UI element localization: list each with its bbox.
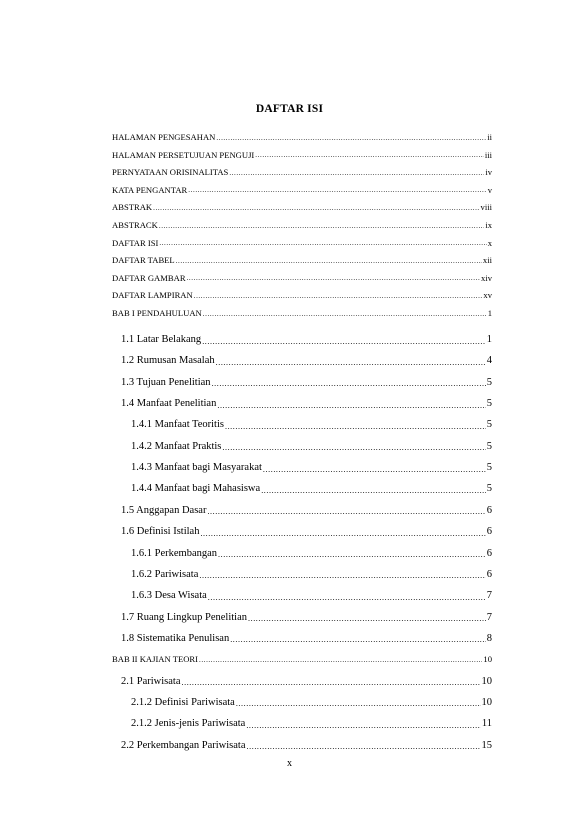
toc-entry-label: 1.5 Anggapan Dasar xyxy=(121,504,207,516)
toc-entry xyxy=(112,221,492,230)
toc-entry-page: 10 xyxy=(481,675,492,687)
toc-entry-label: 1.1 Latar Belakang xyxy=(121,334,202,345)
toc-dot-leader xyxy=(208,594,486,602)
toc-entry xyxy=(131,549,492,560)
toc-entry-page: v xyxy=(487,184,492,195)
toc-entry-label: 2.1 Pariwisata xyxy=(121,675,181,687)
toc-entry xyxy=(121,335,492,346)
toc-dot-leader xyxy=(246,722,481,730)
toc-entry-label: 1.6.1 Perkembangan xyxy=(131,547,218,559)
toc-dot-leader xyxy=(225,423,486,431)
toc-dot-leader xyxy=(182,679,481,687)
toc-entry-label: 2.1.2 Definisi Pariwisata xyxy=(131,696,235,708)
toc-entry-page: 5 xyxy=(486,462,492,474)
toc-dot-leader xyxy=(263,466,486,474)
toc-entry xyxy=(131,442,492,453)
toc-entry xyxy=(131,591,492,602)
toc-entry xyxy=(131,719,492,730)
toc-entry-page: 5 xyxy=(486,419,492,431)
toc-entry xyxy=(131,463,492,474)
toc-entry-label: BAB I PENDAHULUAN xyxy=(112,308,202,318)
toc-entry-page: 1 xyxy=(487,308,492,318)
toc-entry-label: 1.4.4 Manfaat bagi Mahasiswa xyxy=(131,483,261,495)
toc-entry xyxy=(112,151,492,160)
toc-entry-page: ix xyxy=(485,220,492,230)
toc-entry-page: ii xyxy=(487,132,492,142)
toc-dot-leader xyxy=(200,530,485,538)
toc-entry-page: iii xyxy=(484,149,492,160)
toc-entry-label: 1.2 Rumusan Masalah xyxy=(121,355,215,367)
toc-dot-leader xyxy=(218,551,486,559)
toc-entry-label: ABSTRAK xyxy=(112,202,153,213)
toc-entry-page: 15 xyxy=(481,739,492,751)
toc-dot-leader xyxy=(212,380,486,388)
toc-dot-leader xyxy=(261,487,486,495)
toc-entry xyxy=(121,399,492,410)
toc-dot-leader xyxy=(202,338,486,346)
toc-entry-page: x xyxy=(487,237,492,248)
toc-entry-label: ABSTRACK xyxy=(112,220,158,230)
toc-entry xyxy=(112,168,492,177)
toc-entry xyxy=(121,378,492,389)
toc-entry xyxy=(112,133,492,142)
toc-entry-page: iv xyxy=(485,167,492,178)
toc-entry-label: BAB II KAJIAN TEORI xyxy=(112,654,199,665)
toc-entry-page: xiv xyxy=(481,272,492,283)
toc-entry xyxy=(131,420,492,431)
toc-entry-page: 8 xyxy=(486,632,492,644)
toc-entry xyxy=(121,356,492,367)
toc-entry-label: 1.4.1 Manfaat Teoritis xyxy=(131,419,224,431)
toc-entry xyxy=(121,506,492,517)
toc-dot-leader xyxy=(229,170,484,177)
toc-entry-page: 10 xyxy=(483,654,492,665)
toc-entry-page: 6 xyxy=(486,504,492,516)
page-number: x xyxy=(287,758,292,769)
toc-entry xyxy=(112,274,492,283)
toc-dot-leader xyxy=(203,311,487,318)
toc-entry-page: 5 xyxy=(486,398,492,410)
toc-entry-label: DAFTAR TABEL xyxy=(112,255,175,266)
toc-dot-leader xyxy=(199,572,485,580)
toc-dot-leader xyxy=(199,657,482,664)
toc-entry-page: 1 xyxy=(486,334,492,345)
toc-entry xyxy=(131,484,492,495)
toc-entry xyxy=(121,613,492,624)
toc-dot-leader xyxy=(153,205,479,212)
toc-dot-leader xyxy=(176,258,482,265)
toc-entry-page: 6 xyxy=(486,568,492,580)
toc-entry-label: 1.6.2 Pariwisata xyxy=(131,568,199,580)
toc-entry-label: 1.4 Manfaat Penelitian xyxy=(121,398,217,410)
toc-entry-page: xii xyxy=(482,255,492,266)
toc-entry-page: 10 xyxy=(481,696,492,708)
toc-entry xyxy=(112,291,492,300)
toc-entry xyxy=(121,741,492,752)
toc-entry xyxy=(121,634,492,645)
toc-dot-leader xyxy=(188,187,486,194)
toc-entry-page: 4 xyxy=(486,355,492,367)
toc-entry-page: 5 xyxy=(486,483,492,495)
toc-entry-label: 2.2 Perkembangan Pariwisata xyxy=(121,739,246,751)
toc-entry-label: 1.6 Definisi Istilah xyxy=(121,526,200,538)
toc-entry xyxy=(112,309,492,318)
toc-entry xyxy=(121,677,492,688)
toc-entry-label: 1.3 Tujuan Penelitian xyxy=(121,376,211,388)
toc-entry xyxy=(131,570,492,581)
toc-dot-leader xyxy=(236,700,481,708)
toc-dot-leader xyxy=(207,508,485,516)
toc-entry xyxy=(112,239,492,248)
toc-entry-label: 1.8 Sistematika Penulisan xyxy=(121,632,230,644)
toc-entry xyxy=(112,655,492,664)
toc-dot-leader xyxy=(159,240,486,247)
toc-dot-leader xyxy=(216,359,486,367)
toc-entry-page: 11 xyxy=(481,718,492,730)
toc-dot-leader xyxy=(194,293,483,300)
toc-entry-label: 1.6.3 Desa Wisata xyxy=(131,590,207,602)
toc-entry-label: 1.4.3 Manfaat bagi Masyarakat xyxy=(131,462,262,474)
toc-entry xyxy=(112,186,492,195)
toc-entry-label: DAFTAR ISI xyxy=(112,237,159,248)
toc-dot-leader xyxy=(247,743,481,751)
toc-dot-leader xyxy=(217,402,485,410)
toc-dot-leader xyxy=(216,135,486,142)
toc-entry-page: 5 xyxy=(486,376,492,388)
toc-entry-label: DAFTAR LAMPIRAN xyxy=(112,290,193,301)
toc-entry xyxy=(112,203,492,212)
toc-dot-leader xyxy=(248,615,486,623)
toc-entry-page: 5 xyxy=(486,440,492,452)
toc-entry xyxy=(121,527,492,538)
toc-entry-label: PERNYATAAN ORISINALITAS xyxy=(112,167,229,178)
toc-entry-label: 1.4.2 Manfaat Praktis xyxy=(131,440,222,452)
toc-entry-page: viii xyxy=(480,202,492,213)
toc-entry-page: xv xyxy=(483,290,492,301)
toc-dot-leader xyxy=(230,636,486,644)
page-title: DAFTAR ISI xyxy=(255,103,324,115)
toc-entry-page: 6 xyxy=(486,526,492,538)
toc-entry-label: 1.7 Ruang Lingkup Penelitian xyxy=(121,611,247,623)
toc-entry xyxy=(112,256,492,265)
toc-entry-page: 6 xyxy=(486,547,492,559)
toc-entry-label: 2.1.2 Jenis-jenis Pariwisata xyxy=(131,718,246,730)
toc-entry-label: HALAMAN PENGESAHAN xyxy=(112,132,216,142)
toc-entry-page: 7 xyxy=(486,611,492,623)
toc-dot-leader xyxy=(159,223,484,230)
toc-dot-leader xyxy=(187,275,480,282)
toc-dot-leader xyxy=(255,152,484,159)
toc-entry-label: KATA PENGANTAR xyxy=(112,184,188,195)
toc-dot-leader xyxy=(222,444,485,452)
toc-entry-label: DAFTAR GAMBAR xyxy=(112,272,186,283)
toc-entry xyxy=(131,698,492,709)
toc-entry-label: HALAMAN PERSETUJUAN PENGUJI xyxy=(112,149,255,160)
toc-entry-page: 7 xyxy=(486,590,492,602)
